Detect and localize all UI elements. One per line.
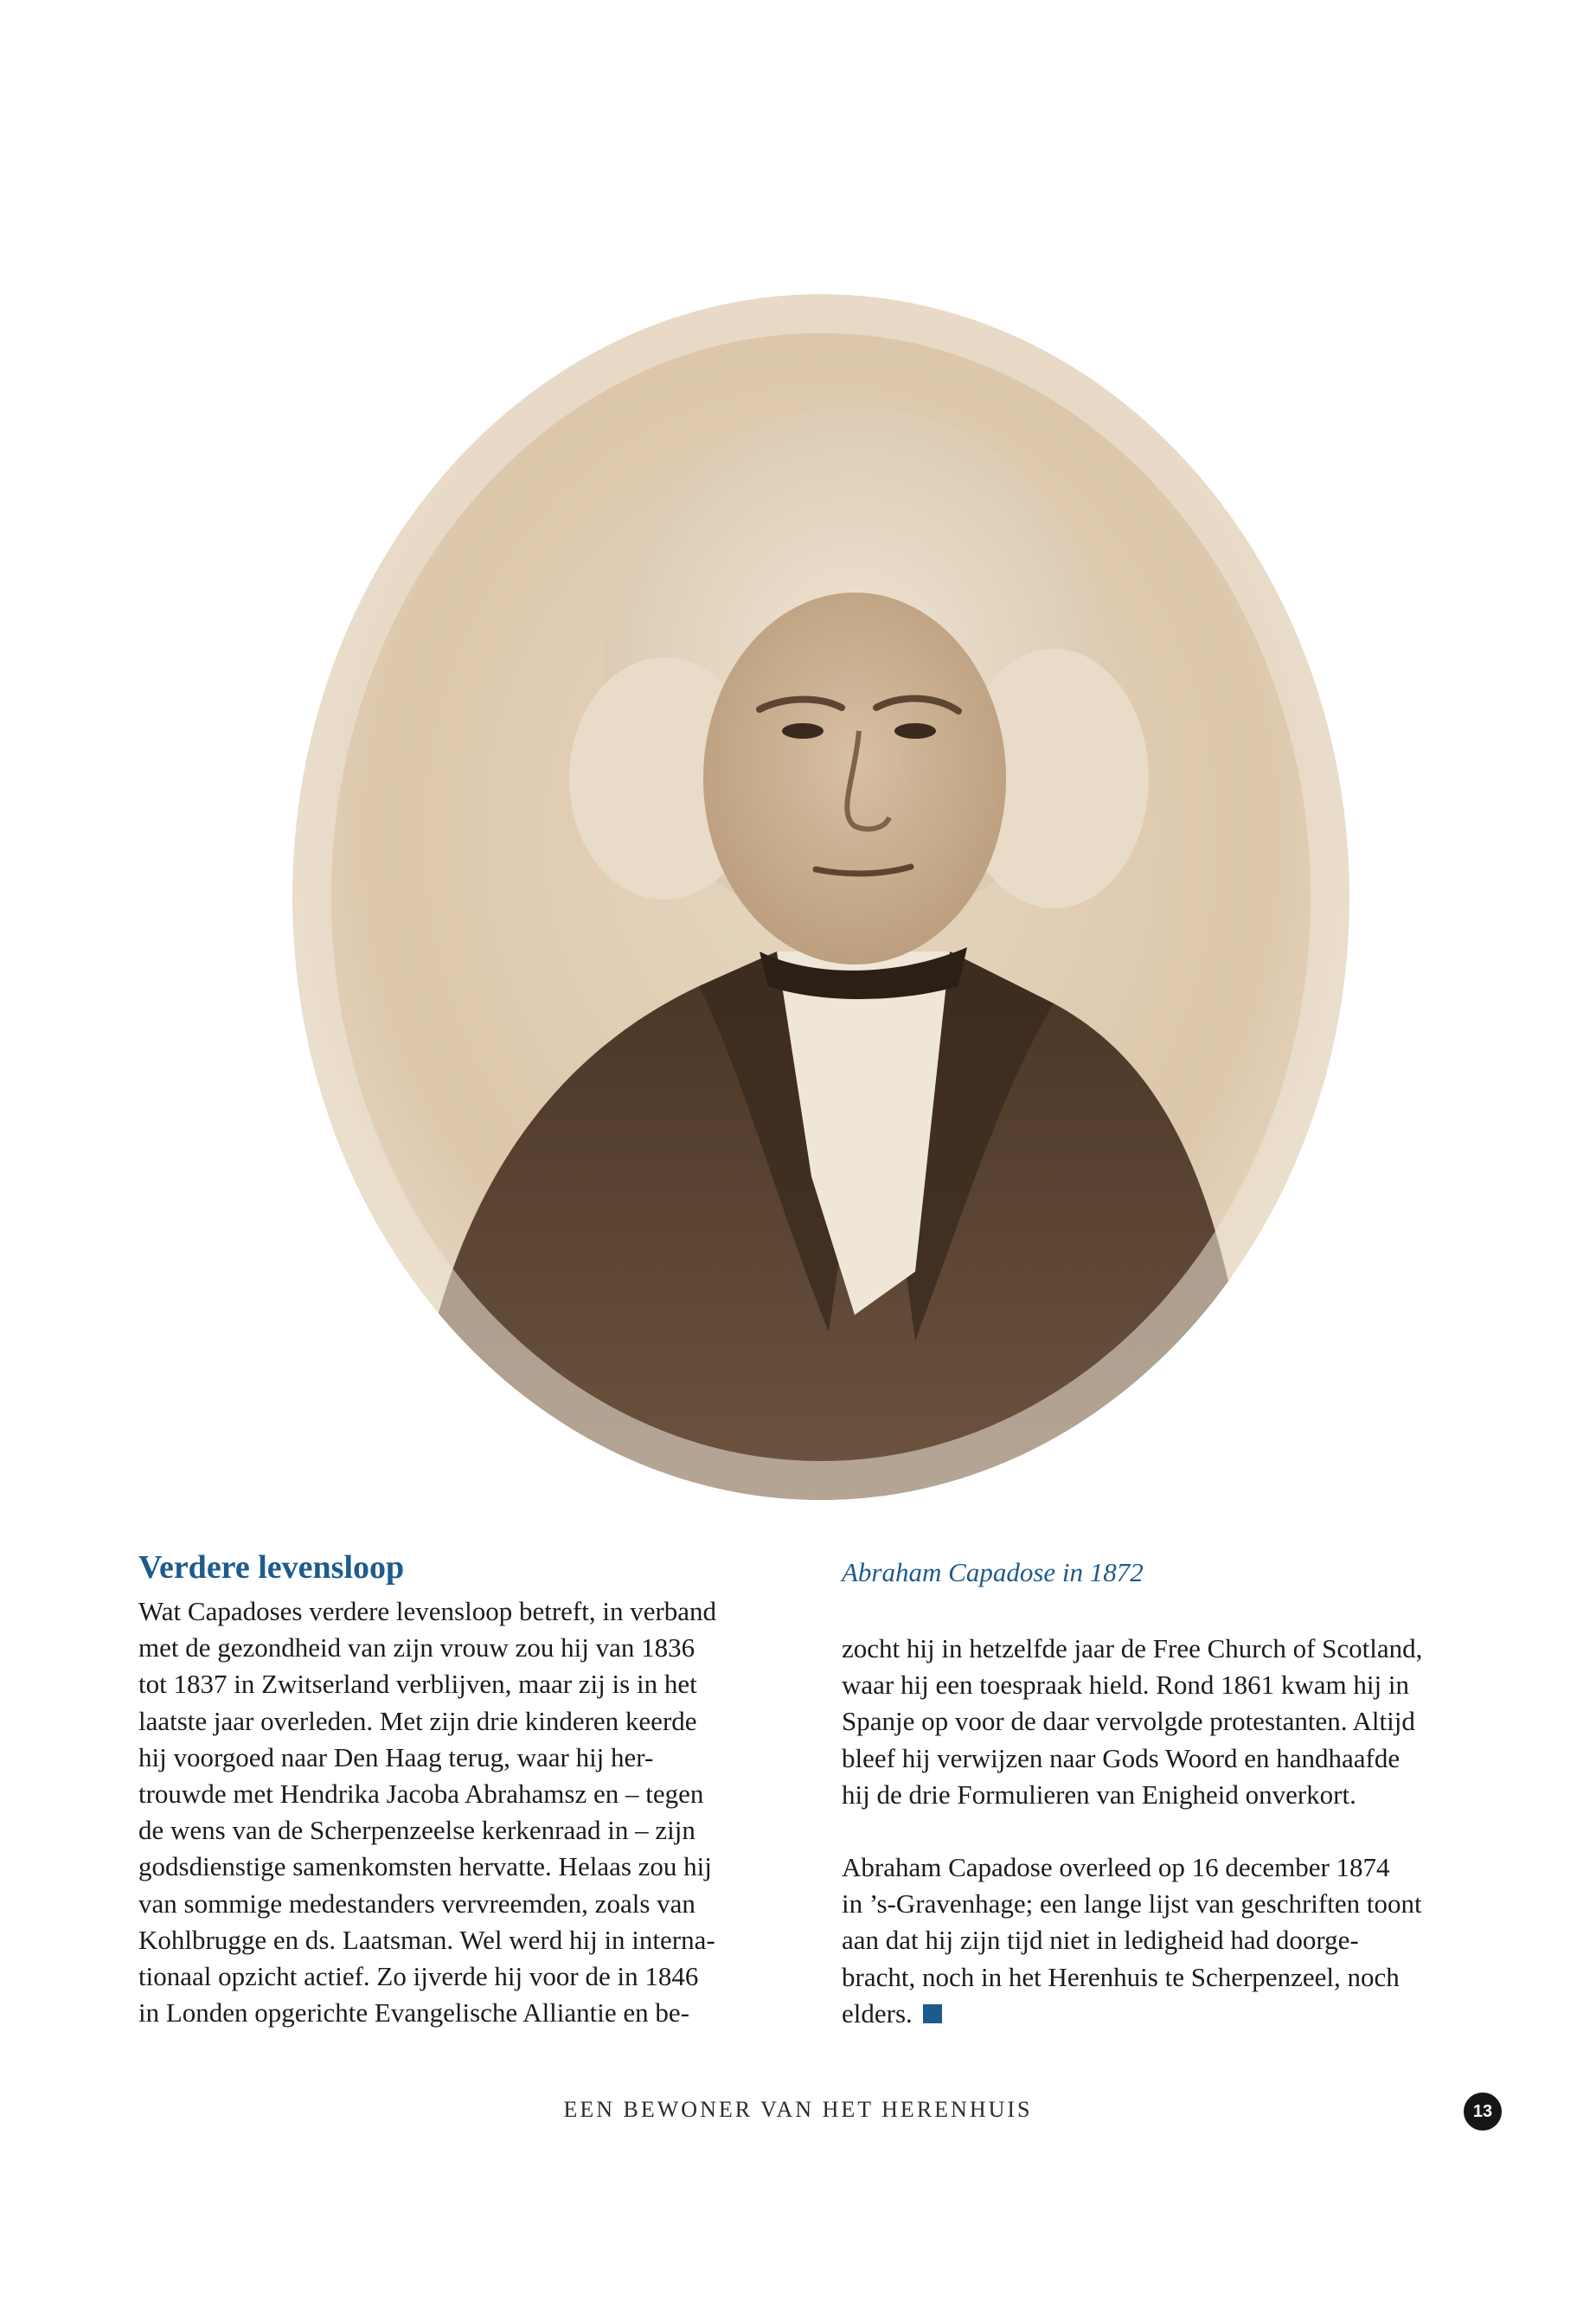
text-line: waar hij een toespraak hield. Rond 1861 kwam hij in (842, 1670, 1410, 1701)
text-line: Abraham Capadose overleed op 16 december 1874 (842, 1852, 1390, 1883)
text-line: de wens van de Scherpenzeelse kerkenraad in – zijn (138, 1815, 695, 1846)
photo-caption: Abraham Capadose in 1872 (842, 1557, 1144, 1587)
page-number-badge: 13 (1464, 2093, 1502, 2131)
text-line: Wat Capadoses verdere levensloop betreft, in verband (138, 1596, 717, 1626)
text-line: Kohlbrugge en ds. Laatsman. Wel werd hij in interna- (138, 1924, 715, 1955)
text-line: hij de drie Formulieren van Enigheid onverkort. (842, 1779, 1356, 1810)
text-line: aan dat hij zijn tijd niet in ledigheid had doorge- (842, 1925, 1359, 1956)
section-heading: Verdere levensloop (138, 1549, 405, 1586)
running-footer-title: EEN BEWONER VAN HET HERENHUIS (563, 2097, 1033, 2122)
text-line: met de gezondheid van zijn vrouw zou hij van 1836 (138, 1632, 695, 1663)
end-mark-icon (923, 2004, 942, 2023)
text-line: laatste jaar overleden. Met zijn drie kinderen keerde (138, 1705, 697, 1736)
portrait-photo (292, 294, 1349, 1501)
text-line: van sommige medestanders vervreemden, zoals van (138, 1888, 695, 1919)
right-column-text (842, 1631, 1516, 2032)
text-line: in ’s-Gravenhage; een lange lijst van geschriften toont (842, 1888, 1422, 1920)
portrait-illustration (292, 294, 1349, 1501)
left-column-text (138, 1593, 796, 2031)
text-line: in Londen opgerichte Evangelische Alliantie en be- (138, 1997, 689, 2029)
text-line: tionaal opzicht actief. Zo ijverde hij voor de in 1846 (138, 1961, 699, 1992)
text-line: Spanje op voor de daar vervolgde protestanten. Altijd (842, 1706, 1415, 1737)
text-line: zocht hij in hetzelfde jaar de Free Church of Scotland, (842, 1633, 1423, 1663)
text-line-last (842, 1996, 1516, 2032)
text-line: bracht, noch in het Herenhuis te Scherpenzeel, noch (842, 1961, 1400, 1992)
text-line-end: elders. (842, 1997, 913, 2029)
paragraph-spacer (842, 1813, 1516, 1849)
text-line: trouwde met Hendrika Jacoba Abrahamsz en – tegen (138, 1779, 704, 1810)
text-line: tot 1837 in Zwitserland verblijven, maar zij is in het (138, 1669, 697, 1700)
text-line: hij voorgoed naar Den Haag terug, waar hij her- (138, 1741, 654, 1772)
text-line: bleef hij verwijzen naar Gods Woord en handhaafde (842, 1742, 1401, 1773)
text-line: godsdienstige samenkomsten hervatte. Helaas zou hij (138, 1851, 712, 1882)
